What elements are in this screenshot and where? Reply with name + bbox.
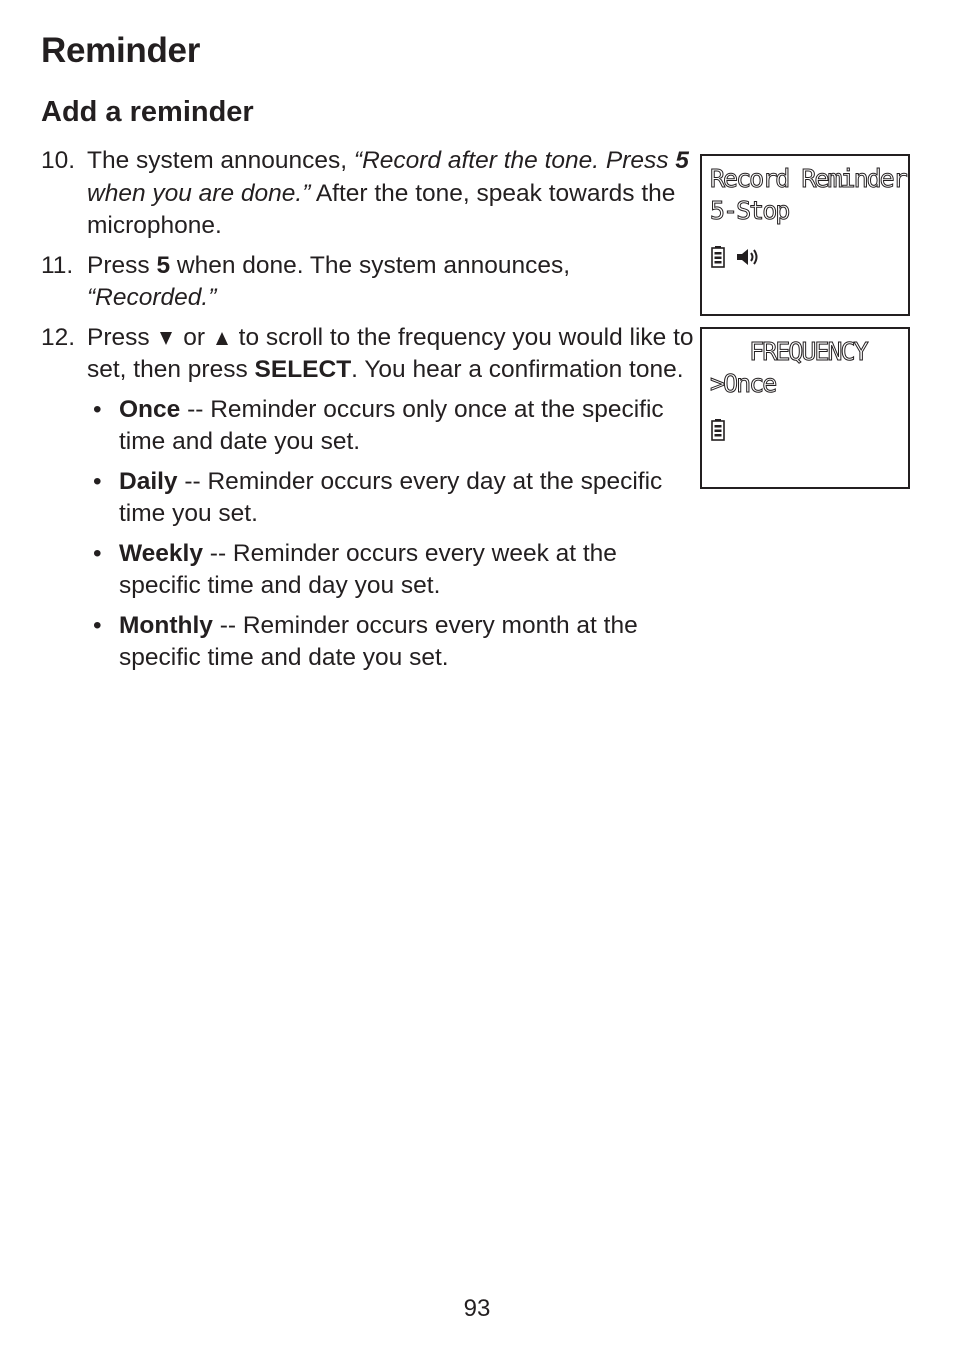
- list-item: [87, 466, 701, 531]
- down-arrow-icon: [160, 332, 172, 345]
- step-item: [41, 145, 701, 243]
- step-item: [41, 322, 701, 682]
- page-title: Reminder: [41, 31, 201, 70]
- step-key-label: 5: [156, 251, 171, 279]
- step-key-label: 5: [675, 147, 689, 174]
- frequency-list: [87, 394, 701, 675]
- step-text-part: to scroll to the frequency you would like to set, then press: [87, 323, 694, 383]
- frequency-desc: -- Reminder occurs every day at the specific time you set.: [119, 467, 663, 527]
- bullet-glyph: •: [93, 395, 102, 423]
- lcd-screen-record: [700, 154, 910, 316]
- frequency-desc: -- Reminder occurs every month at the specific time and date you set.: [119, 611, 638, 671]
- step-text: [87, 250, 701, 315]
- list-item: [87, 610, 701, 675]
- step-number: 10.: [41, 147, 76, 174]
- speaker-icon: [735, 246, 763, 268]
- lcd-line: >Once: [710, 369, 776, 398]
- step-quote-part: “Recorded.”: [87, 284, 217, 311]
- step-text-part: or: [176, 323, 212, 351]
- step-quote-part: when you are done.”: [87, 179, 311, 207]
- step-text-part: After the tone, speak towards the microphone.: [87, 179, 676, 239]
- frequency-term: Daily: [119, 467, 178, 495]
- step-quote-part: “Record after the tone. Press: [353, 147, 676, 174]
- lcd-screen-frequency: [700, 327, 910, 489]
- step-text: [87, 322, 701, 682]
- step-number: 11.: [41, 251, 74, 279]
- lcd-line: FREQUENCY: [710, 337, 867, 366]
- list-item: [87, 538, 701, 603]
- bullet-glyph: •: [93, 467, 102, 495]
- step-text-part: when done. The system announces,: [170, 251, 571, 279]
- step-item: [41, 250, 701, 315]
- page-number: 93: [463, 1295, 491, 1322]
- frequency-desc: -- Reminder occurs only once at the specific time and date you set.: [119, 395, 664, 455]
- step-text: [87, 145, 701, 243]
- lcd-line: Record Reminder: [710, 164, 906, 193]
- list-item: [87, 394, 701, 459]
- section-heading: Add a reminder: [41, 96, 254, 128]
- step-text-part: The system announces,: [87, 147, 354, 174]
- frequency-desc: -- Reminder occurs every week at the specific time and day you set.: [119, 539, 617, 599]
- step-key-label: SELECT: [254, 356, 352, 383]
- frequency-term: Weekly: [119, 539, 203, 567]
- battery-icon: [711, 419, 725, 441]
- step-text-part: . You hear a confirmation tone.: [351, 356, 684, 383]
- frequency-term: Once: [119, 395, 181, 423]
- step-text-part: Press: [87, 251, 157, 279]
- frequency-term: Monthly: [119, 611, 213, 639]
- step-list: [41, 145, 701, 689]
- bullet-glyph: •: [93, 611, 102, 639]
- step-text-part: Press: [87, 323, 157, 351]
- bullet-glyph: •: [93, 539, 102, 567]
- lcd-line: 5-Stop: [710, 196, 789, 225]
- up-arrow-icon: [216, 332, 228, 345]
- step-number: 12.: [41, 323, 76, 351]
- battery-icon: [711, 246, 725, 268]
